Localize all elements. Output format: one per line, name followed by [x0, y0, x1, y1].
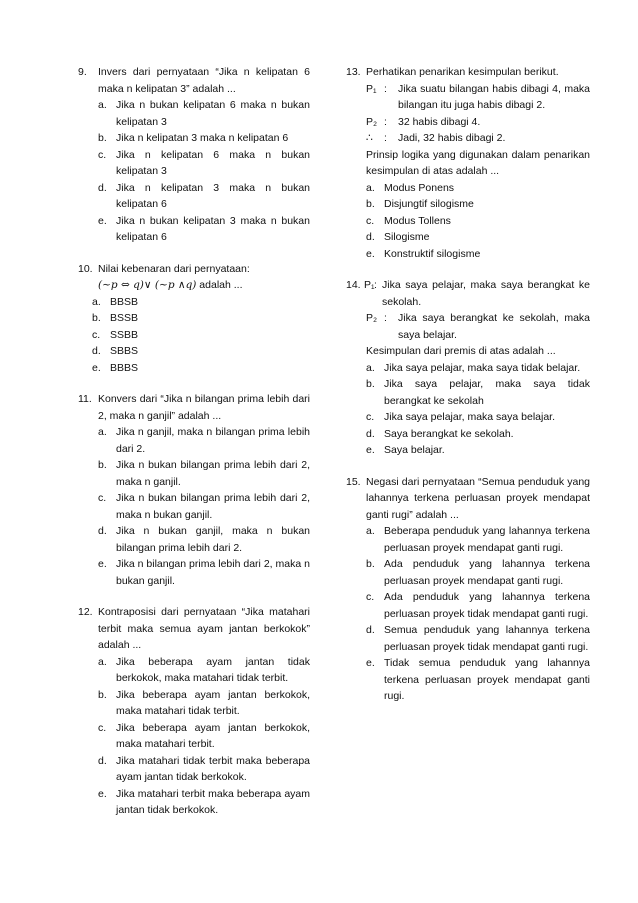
- question-number: 13.: [346, 66, 361, 78]
- option-letter: c.: [92, 328, 101, 341]
- option-text: Saya belajar.: [384, 444, 445, 456]
- option-c[interactable]: [78, 490, 310, 523]
- option-text: BBSB: [110, 295, 139, 308]
- options-list: [78, 424, 310, 589]
- question-stem: Nilai kebenaran dari pernyataan:: [98, 262, 250, 275]
- option-letter: a.: [92, 295, 101, 308]
- premise-2: [346, 310, 590, 343]
- option-text: Ada penduduk yang lahannya terkena perluasan proyek mendapat ganti rugi.: [384, 558, 590, 587]
- option-a[interactable]: [346, 523, 590, 556]
- option-text: Jika matahari tidak terbit maka beberapa ayam jantan tidak berkokok.: [116, 754, 310, 783]
- option-c[interactable]: [346, 409, 590, 426]
- option-letter: a.: [98, 426, 107, 438]
- question-text: [78, 261, 310, 294]
- question-text: Perhatikan penarikan kesimpulan berikut.: [366, 66, 559, 78]
- premise-text: Jika saya berangkat ke sekolah, maka saya belajar.: [398, 312, 590, 341]
- option-letter: e.: [98, 214, 107, 227]
- option-text: Jika matahari terbit maka beberapa ayam jantan tidak berkokok.: [116, 787, 310, 816]
- option-text: Jika n bukan bilangan prima lebih dari 2, maka n ganjil.: [116, 459, 310, 488]
- premise-1: [346, 277, 590, 310]
- option-letter: b.: [98, 459, 107, 471]
- premise-1: [346, 81, 590, 114]
- question-text: Kontraposisi dari pernyataan “Jika matahari terbit maka semua ayam jantan berkokok” adalah ...: [98, 606, 310, 651]
- option-text: Jika saya pelajar, maka saya tidak berangkat ke sekolah: [384, 378, 590, 407]
- option-letter: d.: [366, 624, 375, 636]
- option-letter: a.: [366, 361, 375, 374]
- question-number: 14.: [346, 279, 361, 291]
- option-b[interactable]: [78, 130, 310, 147]
- option-text: Jika n bukan kelipatan 6 maka n bukan kelipatan 3: [116, 99, 310, 128]
- option-c[interactable]: [78, 720, 310, 753]
- question-number: 12.: [78, 606, 93, 618]
- option-c[interactable]: [346, 589, 590, 622]
- option-c[interactable]: [78, 147, 310, 180]
- premise-text: 32 habis dibagi 4.: [398, 115, 481, 128]
- option-c[interactable]: [346, 213, 590, 230]
- option-letter: b.: [98, 132, 107, 144]
- option-letter: c.: [366, 591, 375, 603]
- premise-text: Jika saya pelajar, maka saya berangkat ke sekolah.: [382, 279, 590, 308]
- premise-colon: :: [384, 82, 387, 95]
- option-letter: d.: [366, 427, 375, 440]
- options-list: [78, 654, 310, 819]
- premise-text: Jika suatu bilangan habis dibagi 4, maka bilangan itu juga habis dibagi 2.: [398, 82, 590, 111]
- premise-colon: :: [374, 279, 377, 291]
- question-text: Invers dari pernyataan “Jika n kelipatan 6 maka n kelipatan 3” adalah ...: [98, 66, 310, 95]
- question-15: [346, 474, 590, 705]
- therefore-icon: ∴: [366, 132, 373, 144]
- option-letter: d.: [98, 525, 107, 537]
- option-text: Jika saya pelajar, maka saya tidak belajar.: [384, 361, 581, 374]
- question-13: [346, 64, 590, 262]
- premise-2: [346, 114, 590, 131]
- premise-label: P₂: [366, 115, 378, 128]
- premise-label: P₁: [366, 82, 377, 95]
- question-number: 9.: [78, 66, 87, 78]
- question-number: 11.: [78, 393, 92, 405]
- option-letter: d.: [98, 754, 107, 767]
- question-12: [78, 604, 310, 819]
- option-text: Saya berangkat ke sekolah.: [384, 427, 514, 440]
- question-11: [78, 391, 310, 589]
- option-a[interactable]: [78, 97, 310, 130]
- option-text: Jika n bukan bilangan prima lebih dari 2, maka n bukan ganjil.: [116, 492, 310, 521]
- options-list: [346, 360, 590, 459]
- question-text: Konvers dari “Jika n bilangan prima lebih dari 2, maka n ganjil” adalah ...: [98, 393, 310, 422]
- option-d[interactable]: [78, 523, 310, 556]
- option-text: Konstruktif silogisme: [384, 247, 481, 260]
- premise-label: P₂: [366, 312, 378, 324]
- option-text: Jika beberapa ayam jantan tidak berkokok, maka matahari tidak terbit.: [116, 655, 310, 684]
- option-d[interactable]: [92, 343, 310, 360]
- option-letter: c.: [366, 214, 375, 227]
- option-b[interactable]: [78, 457, 310, 490]
- option-text: BBBS: [110, 361, 139, 374]
- question-text: Negasi dari pernyataan “Semua penduduk yang lahannya terkena perluasan proyek mendapat ganti rugi” adalah ...: [366, 475, 590, 521]
- option-e[interactable]: [92, 360, 310, 377]
- option-text: BSSB: [110, 312, 139, 324]
- option-text: Jika n kelipatan 3 maka n kelipatan 6: [116, 132, 289, 144]
- option-d[interactable]: [78, 753, 310, 786]
- option-d[interactable]: [346, 622, 590, 655]
- option-a[interactable]: [78, 424, 310, 457]
- option-text: SSBB: [110, 328, 139, 341]
- option-text: Semua penduduk yang lahannya terkena perluasan proyek tidak mendapat ganti rugi.: [384, 624, 590, 653]
- option-letter: c.: [366, 411, 375, 423]
- option-letter: e.: [366, 657, 375, 669]
- option-b[interactable]: [92, 310, 310, 327]
- option-text: Ada penduduk yang lahannya terkena perluasan proyek tidak mendapat ganti rugi.: [384, 591, 590, 620]
- option-d[interactable]: [346, 426, 590, 443]
- option-letter: a.: [98, 99, 107, 111]
- option-text: Tidak semua penduduk yang lahannya terkena perluasan proyek mendapat ganti rugi.: [384, 657, 590, 702]
- option-letter: d.: [98, 181, 107, 194]
- question-prompt: Prinsip logika yang digunakan dalam penarikan kesimpulan di atas adalah ...: [366, 148, 590, 177]
- option-text: Modus Ponens: [384, 181, 455, 194]
- option-text: Jika n ganjil, maka n bilangan prima lebih dari 2.: [116, 426, 310, 455]
- option-letter: d.: [92, 345, 101, 357]
- options-list: [346, 180, 590, 263]
- option-letter: b.: [98, 688, 107, 701]
- option-d[interactable]: [346, 229, 590, 246]
- option-letter: c.: [98, 148, 107, 161]
- option-text: Jika beberapa ayam jantan berkokok, maka matahari terbit.: [116, 721, 310, 750]
- option-text: Jika n bukan ganjil, maka n bukan bilangan prima lebih dari 2.: [116, 525, 310, 554]
- option-text: Jika n bukan kelipatan 3 maka n bukan kelipatan 6: [116, 214, 310, 243]
- premise-colon: :: [384, 115, 387, 128]
- option-text: Jika n kelipatan 3 maka n bukan kelipatan 6: [116, 181, 310, 210]
- option-b[interactable]: [346, 196, 590, 213]
- left-column: [78, 64, 310, 834]
- option-text: Silogisme: [384, 231, 430, 243]
- option-text: Jika beberapa ayam jantan berkokok, maka matahari tidak terbit.: [116, 688, 310, 717]
- option-letter: b.: [92, 312, 101, 324]
- option-text: SBBS: [110, 345, 139, 357]
- option-text: Jika n bilangan prima lebih dari 2, maka n bukan ganjil.: [116, 558, 310, 587]
- option-a[interactable]: [346, 180, 590, 197]
- question-number: 15.: [346, 475, 361, 488]
- option-letter: c.: [98, 492, 107, 504]
- logic-formula: (∼p ⇔ q)∨ (∼p ∧q): [98, 279, 197, 291]
- premise-colon: :: [384, 312, 387, 324]
- option-letter: a.: [366, 525, 375, 537]
- option-d[interactable]: [78, 180, 310, 213]
- option-letter: d.: [366, 231, 375, 243]
- option-b[interactable]: [78, 687, 310, 720]
- option-text: Disjungtif silogisme: [384, 198, 474, 210]
- option-text: Modus Tollens: [384, 214, 451, 227]
- option-c[interactable]: [92, 327, 310, 344]
- right-column: [346, 64, 590, 720]
- option-letter: b.: [366, 198, 375, 210]
- question-prompt: Kesimpulan dari premis di atas adalah ...: [366, 345, 556, 357]
- option-text: Jika n kelipatan 6 maka n bukan kelipatan 3: [116, 148, 310, 177]
- option-letter: e.: [98, 558, 107, 570]
- option-b[interactable]: [346, 556, 590, 589]
- question-10: [78, 261, 310, 377]
- option-a[interactable]: [92, 294, 310, 311]
- option-a[interactable]: [346, 360, 590, 377]
- option-e[interactable]: [78, 213, 310, 246]
- option-e[interactable]: [346, 655, 590, 705]
- premise-text: Jadi, 32 habis dibagi 2.: [398, 132, 506, 144]
- option-e[interactable]: [346, 442, 590, 459]
- option-b[interactable]: [346, 376, 590, 409]
- option-letter: c.: [98, 721, 107, 734]
- premise-label: P₁: [364, 279, 375, 291]
- options-list: [346, 523, 590, 705]
- premise-colon: :: [384, 132, 387, 144]
- option-text: Beberapa penduduk yang lahannya terkena perluasan proyek mendapat ganti rugi.: [384, 525, 590, 554]
- option-letter: a.: [366, 181, 375, 194]
- option-letter: b.: [366, 378, 375, 390]
- option-letter: e.: [366, 247, 375, 260]
- question-suffix: adalah ...: [196, 279, 243, 291]
- question-9: [78, 64, 310, 246]
- option-letter: e.: [366, 444, 375, 456]
- option-letter: e.: [98, 787, 107, 800]
- conclusion: [346, 130, 590, 147]
- option-a[interactable]: [78, 654, 310, 687]
- option-e[interactable]: [78, 786, 310, 819]
- options-list: [78, 294, 310, 377]
- option-text: Jika saya pelajar, maka saya belajar.: [384, 411, 556, 423]
- question-14: [346, 277, 590, 459]
- option-letter: a.: [98, 655, 107, 668]
- option-letter: b.: [366, 558, 375, 570]
- option-letter: e.: [92, 361, 101, 374]
- option-e[interactable]: [346, 246, 590, 263]
- option-e[interactable]: [78, 556, 310, 589]
- question-number: 10.: [78, 262, 93, 275]
- options-list: [78, 97, 310, 246]
